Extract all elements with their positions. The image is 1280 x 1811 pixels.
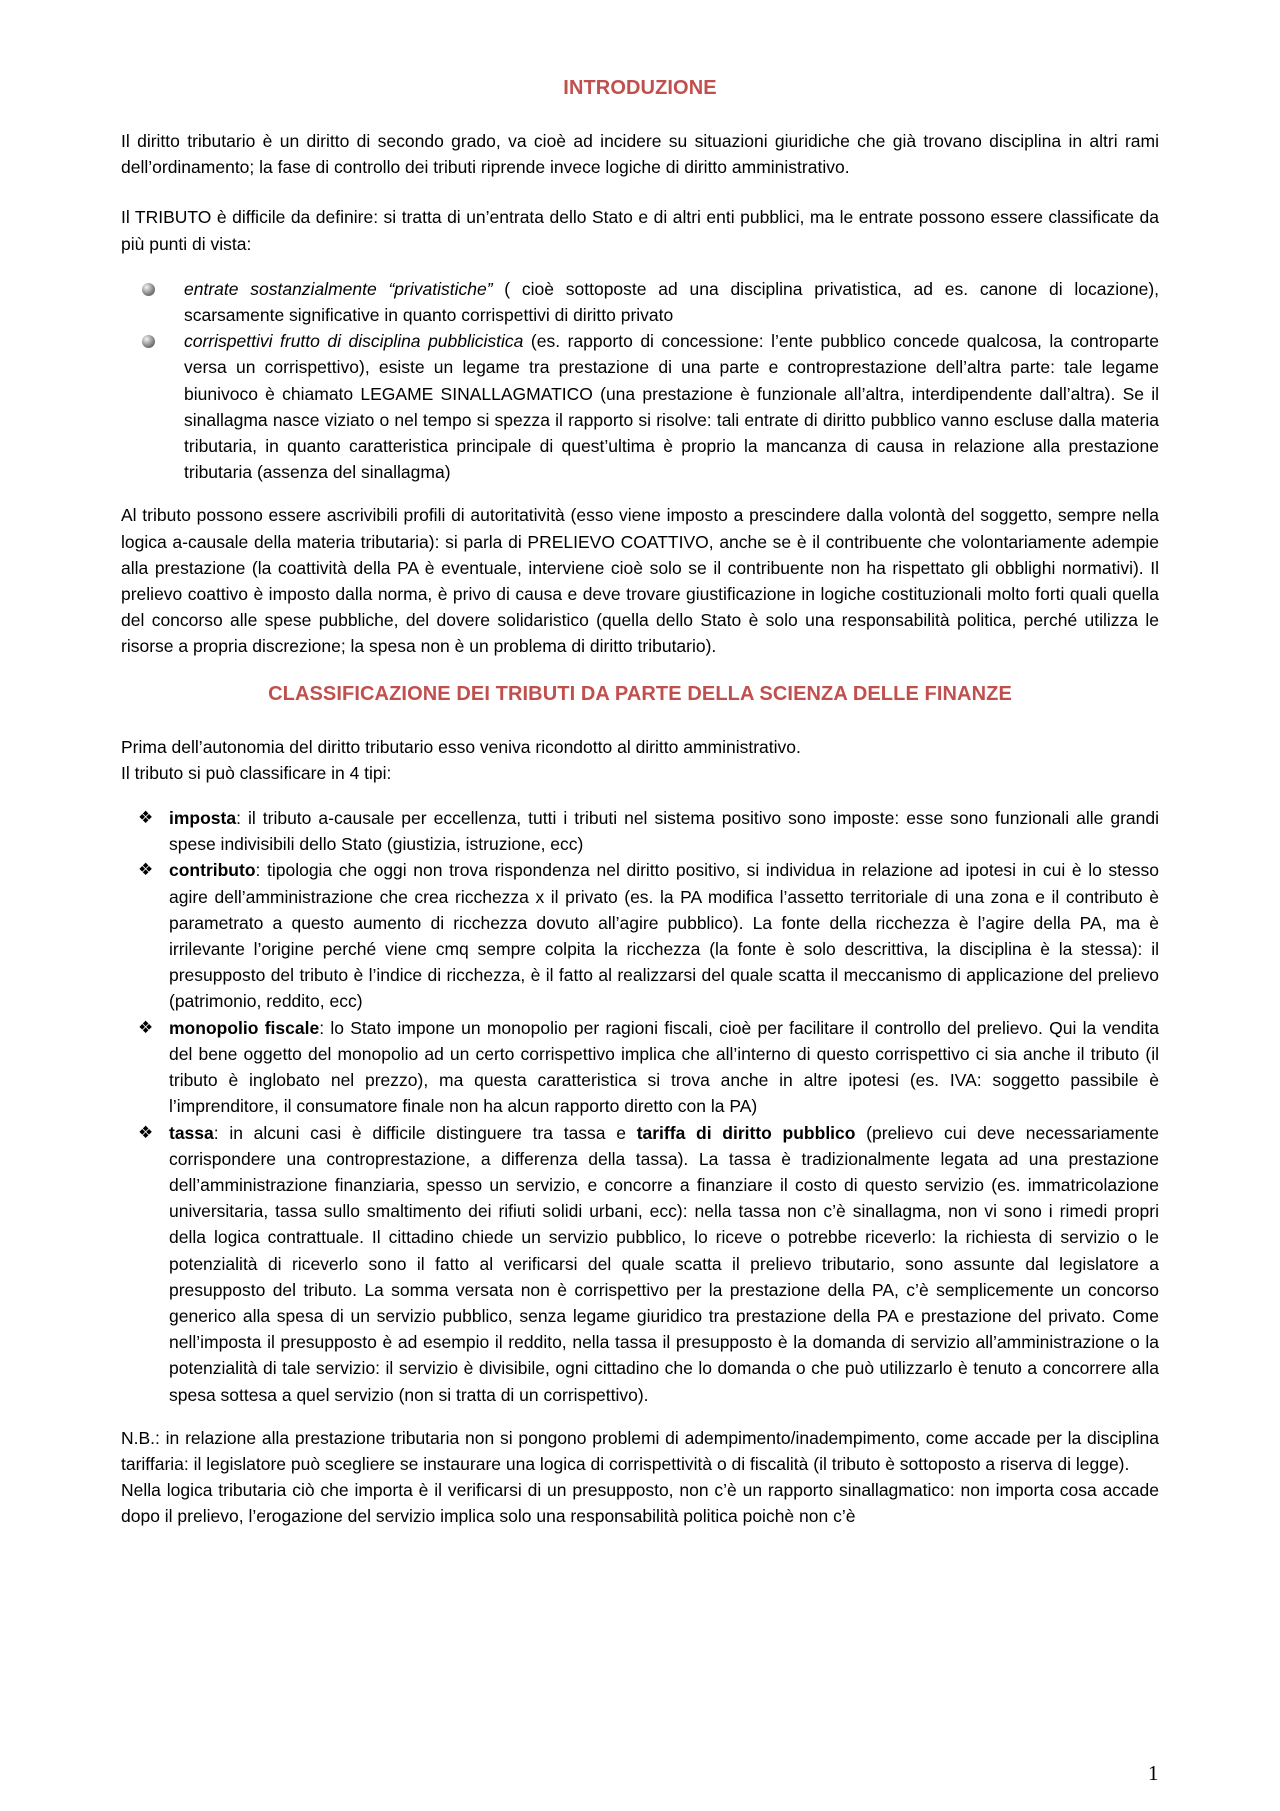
- list-item-text: ( cioè sottoposte ad una disciplina privatistica, ad es. canone di locazione), scarsamente significative in quanto corrispettivi di diritto privato: [184, 278, 1160, 326]
- classificazione-paragraph-2: Il tributo si può classificare in 4 tipi:: [121, 762, 392, 783]
- diamond-bullet-icon: ❖: [138, 808, 154, 828]
- gray-ball-bullet-icon: [142, 335, 155, 348]
- list-item-lead: entrate sostanzialmente “privatistiche”: [184, 278, 493, 299]
- list-item-term: tassa: [169, 1122, 214, 1143]
- list-item: [121, 276, 1159, 328]
- list-item-text: : lo Stato impone un monopolio per ragioni fiscali, cioè per facilitare il controllo del prelievo. Qui la vendita del bene oggetto del monopolio ad un certo corrispettivo implica che all’interno di questo corrispettivo ci sia anche il tributo (il tributo è inglobato nel prezzo), ma questa caratteristica si trova anche in altre ipotesi (es. IVA: soggetto passibile è l’imprenditore, il consumatore finale non ha alcun rapporto diretto con la PA): [169, 1017, 1159, 1117]
- list-item-text: (es. rapporto di concessione: l’ente pubblico concede qualcosa, la controparte versa un corrispettivo), esiste un legame tra prestazione di una parte e controprestazione dell’altra parte: tale legame biunivoco è chiamato LEGAME SINALLAGMATICO (una prestazione è funzionale all’altra, interdipendente dall’altra). Se il sinallagma nasce viziato o nel tempo si spezza il rapporto si risolve: tali entrate di diritto pubblico vanno escluse dalla materia tributaria, in quanto caratteristica principale di quest’ultima è proprio la mancanza di causa in relazione alla prestazione tributaria (assenza del sinallagma): [184, 331, 1160, 483]
- list-item: [121, 805, 1159, 857]
- list-item-term: contributo: [169, 860, 256, 881]
- list-item-term: monopolio fiscale: [169, 1017, 320, 1038]
- diamond-bullet-icon: ❖: [138, 1017, 154, 1037]
- classificazione-paragraph-1: Prima dell’autonomia del diritto tributario esso veniva ricondotto al diritto amministrativo.: [121, 736, 801, 757]
- list-item: [121, 857, 1159, 1014]
- list-item: [121, 1120, 1159, 1408]
- list-item-text-continued: (prelievo cui deve necessariamente corrispondere una controprestazione, a differenza della tassa). La tassa è tradizionalmente legata ad una prestazione dell’amministrazione finanziaria, spesso un servizio, e concorre a finanziare il costo di questo servizio (es. immatricolazione universitaria, tassa sullo smaltimento dei rifiuti solidi urbani, ecc): nella tassa non c’è sinallagma, non vi sono i rimedi propri della logica contrattuale. Il cittadino chiede un servizio pubblico, lo riceve o potrebbe riceverlo: la richiesta di servizio o le potenzialità di riceverlo sono il fatto al verificarsi del quale scatta il prelievo tributario, sono assunte dal legislatore a presupposto del tributo. La somma versata non è corrispettivo per la prestazione della PA, c’è semplicemente un concorso generico alla spesa di un servizio pubblico, senza legame giuridico tra prestazione della PA e prestazione del privato. Come nell’imposta il presupposto è ad esempio il reddito, nella tassa il presupposto è la domanda di servizio all’amministrazione o la potenzialità di tale servizio: il servizio è divisibile, ogni cittadino che lo domanda o che può utilizzarlo è tenuto a concorrere alla spesa sottesa a quel servizio (non si tratta di un corrispettivo).: [169, 1122, 1160, 1405]
- list-item-text: : in alcuni casi è difficile distinguere tra tassa e: [213, 1122, 637, 1143]
- diamond-bullet-icon: ❖: [138, 1122, 154, 1142]
- nb-paragraph: N.B.: in relazione alla prestazione tributaria non si pongono problemi di adempimento/inadempimento, come accade per la disciplina tariffaria: il legislatore può scegliere se instaurare una logica di corrispettività o di fiscalità (il tributo è sottoposto a riserva di legge).: [121, 1427, 1159, 1474]
- intro-paragraph-1: Il diritto tributario è un diritto di secondo grado, va cioè ad incidere su situazioni giuridiche che già trovano disciplina in altri rami dell’ordinamento; la fase di controllo dei tributi riprende invece logiche di diritto amministrativo.: [121, 131, 1159, 178]
- closing-paragraph: Nella logica tributaria ciò che importa è il verificarsi di un presupposto, non c’è un rapporto sinallagmatico: non importa cosa accade dopo il prelievo, l’erogazione del servizio implica solo una responsabilità politica poichè non c’è: [121, 1480, 1159, 1527]
- tipi-tributo-list: [121, 805, 1159, 1408]
- page-content: [121, 74, 1159, 1530]
- classificazione-heading: CLASSIFICAZIONE DEI TRIBUTI DA PARTE DELLA SCIENZA DELLE FINANZE: [268, 682, 1012, 705]
- list-item: [121, 1015, 1159, 1120]
- list-item-lead: corrispettivi frutto di disciplina pubblicistica: [184, 331, 524, 352]
- entrate-list: [121, 276, 1159, 486]
- list-item-text: : tipologia che oggi non trova rispondenza nel diritto positivo, si individua in relazione ad ipotesi in cui è lo stesso agire dell’amministrazione che crea ricchezza x il privato (es. la PA modifica l’assetto territoriale di una zona e il contributo è parametrato a questo aumento di ricchezza dovuto all’agire pubblico). La fonte della ricchezza è l’agire della PA, ma è irrilevante l’origine perché viene cmq sempre colpita la ricchezza (la fonte è solo descrittiva, la disciplina è la stessa): il presupposto del tributo è l’indice di ricchezza, è il fatto al realizzarsi del quale scatta il meccanismo di applicazione del prelievo (patrimonio, reddito, ecc): [169, 860, 1159, 1012]
- intro-paragraph-3: Al tributo possono essere ascrivibili profili di autoritatività (esso viene imposto a prescindere dalla volontà del soggetto, sempre nella logica a-causale della materia tributaria): si parla di PRELIEVO COATTIVO, anche se è il contribuente che volontariamente adempie alla prestazione (la coattività della PA è eventuale, interviene cioè solo se il contribuente non ha rispettato gli obblighi normativi). Il prelievo coattivo è imposto dalla norma, è privo di causa e deve trovare giustificazione in logiche costituzionali molto forti quali quella del concorso alle spese pubbliche, del dovere solidaristico (quella dello Stato è solo una responsabilità politica, perché utilizza le risorse a propria discrezione; la spesa non è un problema di diritto tributario).: [121, 505, 1159, 657]
- list-item-term: imposta: [169, 808, 237, 829]
- intro-paragraph-2: Il TRIBUTO è difficile da definire: si tratta di un’entrata dello Stato e di altri enti pubblici, ma le entrate possono essere classificate da più punti di vista:: [121, 207, 1159, 254]
- list-item-text: : il tributo a-causale per eccellenza, tutti i tributi nel sistema positivo sono imposte: esse sono funzionali alle grandi spese indivisibili dello Stato (giustizia, istruzione, ecc): [169, 808, 1159, 855]
- list-item-term-secondary: tariffa di diritto pubblico: [636, 1122, 856, 1143]
- diamond-bullet-icon: ❖: [138, 860, 154, 880]
- gray-ball-bullet-icon: [142, 283, 155, 296]
- intro-heading: INTRODUZIONE: [563, 77, 717, 99]
- list-item: [121, 328, 1159, 485]
- page-number: 1: [1148, 1761, 1159, 1785]
